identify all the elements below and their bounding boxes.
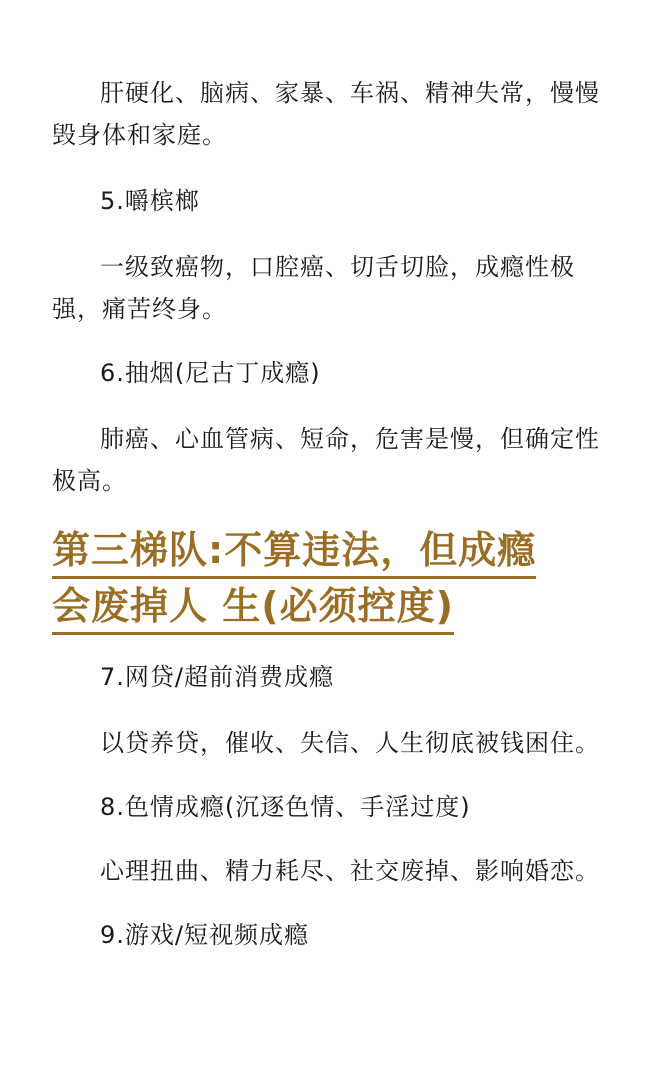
paragraph-cirrhosis: 肝硬化、脑病、家暴、车祸、精神失常，慢慢毁身体和家庭。 xyxy=(52,79,600,149)
item-title-games-videos: 9.游戏/短视频成瘾 xyxy=(100,921,309,949)
item-title-betel-nut: 5.嚼槟榔 xyxy=(100,187,200,215)
paragraph-betel-nut: 一级致癌物，口腔癌、切舌切脸，成瘾性极强，痛苦终身。 xyxy=(52,253,575,323)
paragraph-online-loans: 以贷养贷，催收、失信、人生彻底被钱困住。 xyxy=(100,729,600,757)
paragraph-pornography: 心理扭曲、精力耗尽、社交废掉、影响婚恋。 xyxy=(100,857,600,885)
item-title-online-loans: 7.网贷/超前消费成瘾 xyxy=(100,663,334,691)
item-title-smoking: 6.抽烟(尼古丁成瘾) xyxy=(100,359,321,387)
section-heading-line1: 第三梯队:不算违法，但成瘾 xyxy=(52,528,536,579)
item-title-pornography: 8.色情成瘾(沉逐色情、手淫过度) xyxy=(100,793,471,821)
section-heading-line2: 会废掉人 生(必须控度) xyxy=(52,584,454,635)
paragraph-smoking: 肺癌、心血管病、短命，危害是慢，但确定性极高。 xyxy=(52,425,600,495)
